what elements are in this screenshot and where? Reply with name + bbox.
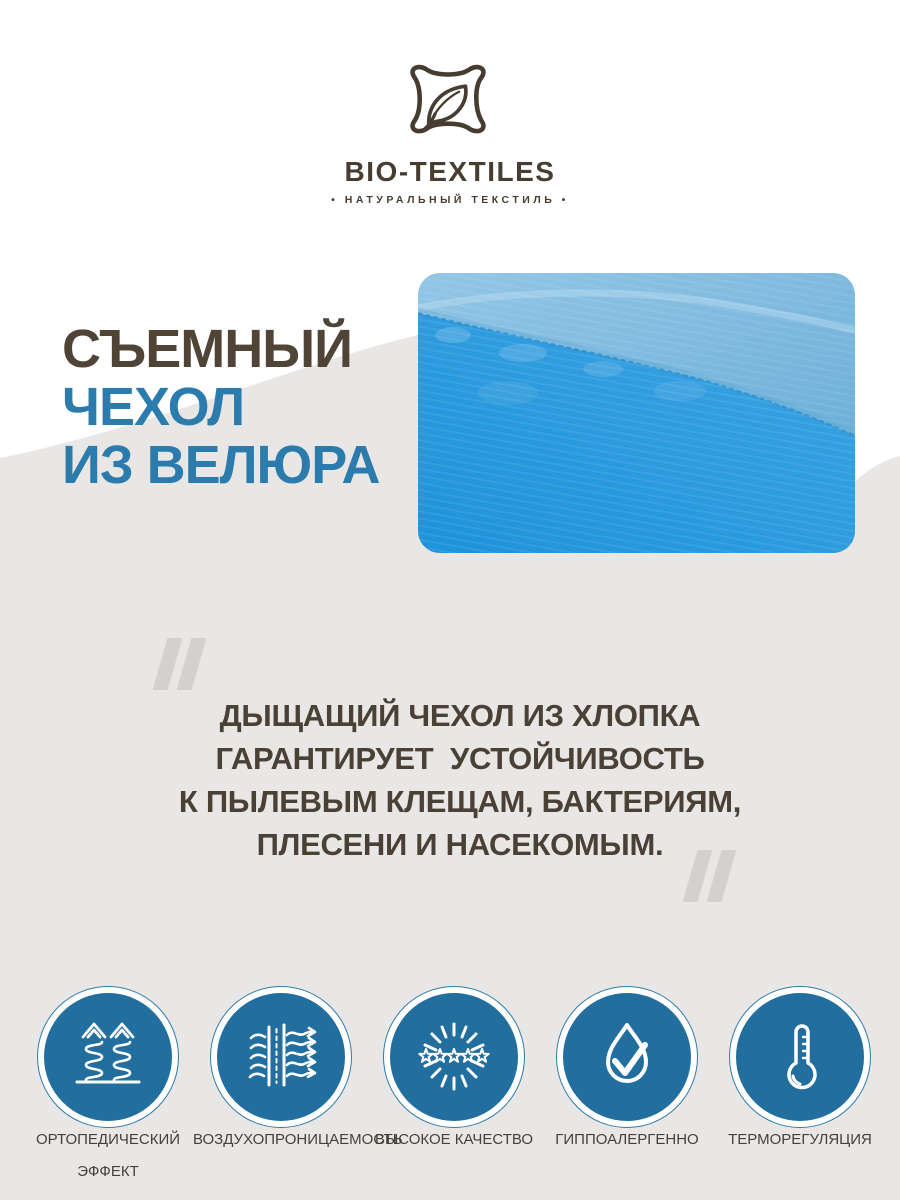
feature-thermoregulation [712, 986, 888, 1156]
features-row [0, 986, 900, 1196]
feature-label: ГИППОАЛЕРГЕННО [555, 1131, 699, 1148]
feature-ring [556, 986, 698, 1128]
headline-line1: СЪЕМНЫЙ [62, 319, 352, 379]
feature-label: ОРТОПЕДИЧЕСКИЙ ЭФФЕКТ [35, 1131, 181, 1180]
airflow-icon [217, 993, 345, 1121]
feature-ring [383, 986, 525, 1128]
five-stars-icon [390, 993, 518, 1121]
quote-line: ГАРАНТИРУЕТ УСТОЙЧИВОСТЬ [215, 741, 705, 776]
headline-line3: ИЗ ВЕЛЮРА [62, 435, 380, 495]
feature-ring [729, 986, 871, 1128]
feature-ring [210, 986, 352, 1128]
feature-breathability [193, 986, 403, 1156]
droplet-check-icon [563, 993, 691, 1121]
brand-tagline: • НАТУРАЛЬНЫЙ ТЕКСТИЛЬ • [331, 194, 569, 206]
headline-line2: ЧЕХОЛ [62, 377, 245, 437]
feature-label: ВЫСОКОЕ КАЧЕСТВО [374, 1131, 534, 1148]
feature-orthopedic [20, 986, 196, 1188]
quote-open-icon [160, 638, 199, 690]
feature-ring [37, 986, 179, 1128]
feature-quality [366, 986, 542, 1156]
springs-icon [44, 993, 172, 1121]
quote-line: К ПЫЛЕВЫМ КЛЕЩАМ, БАКТЕРИЯМ, [178, 784, 742, 819]
velour-fabric-photo [418, 273, 855, 553]
feature-label: ВОЗДУХОПРОНИЦАЕМОСТЬ [193, 1131, 403, 1148]
feature-label: ТЕРМОРЕГУЛЯЦИЯ [728, 1131, 872, 1148]
quote-text [130, 694, 790, 866]
brand-name: BIO-TEXTILES [344, 156, 556, 187]
thermometer-icon [736, 993, 864, 1121]
feature-hypoallergenic [539, 986, 715, 1156]
quote-line: ПЛЕСЕНИ И НАСЕКОМЫМ. [256, 827, 664, 862]
quote-line: ДЫЩАЩИЙ ЧЕХОЛ ИЗ ХЛОПКА [219, 698, 701, 733]
pillow-leaf-icon [402, 62, 494, 150]
headline [62, 320, 380, 494]
